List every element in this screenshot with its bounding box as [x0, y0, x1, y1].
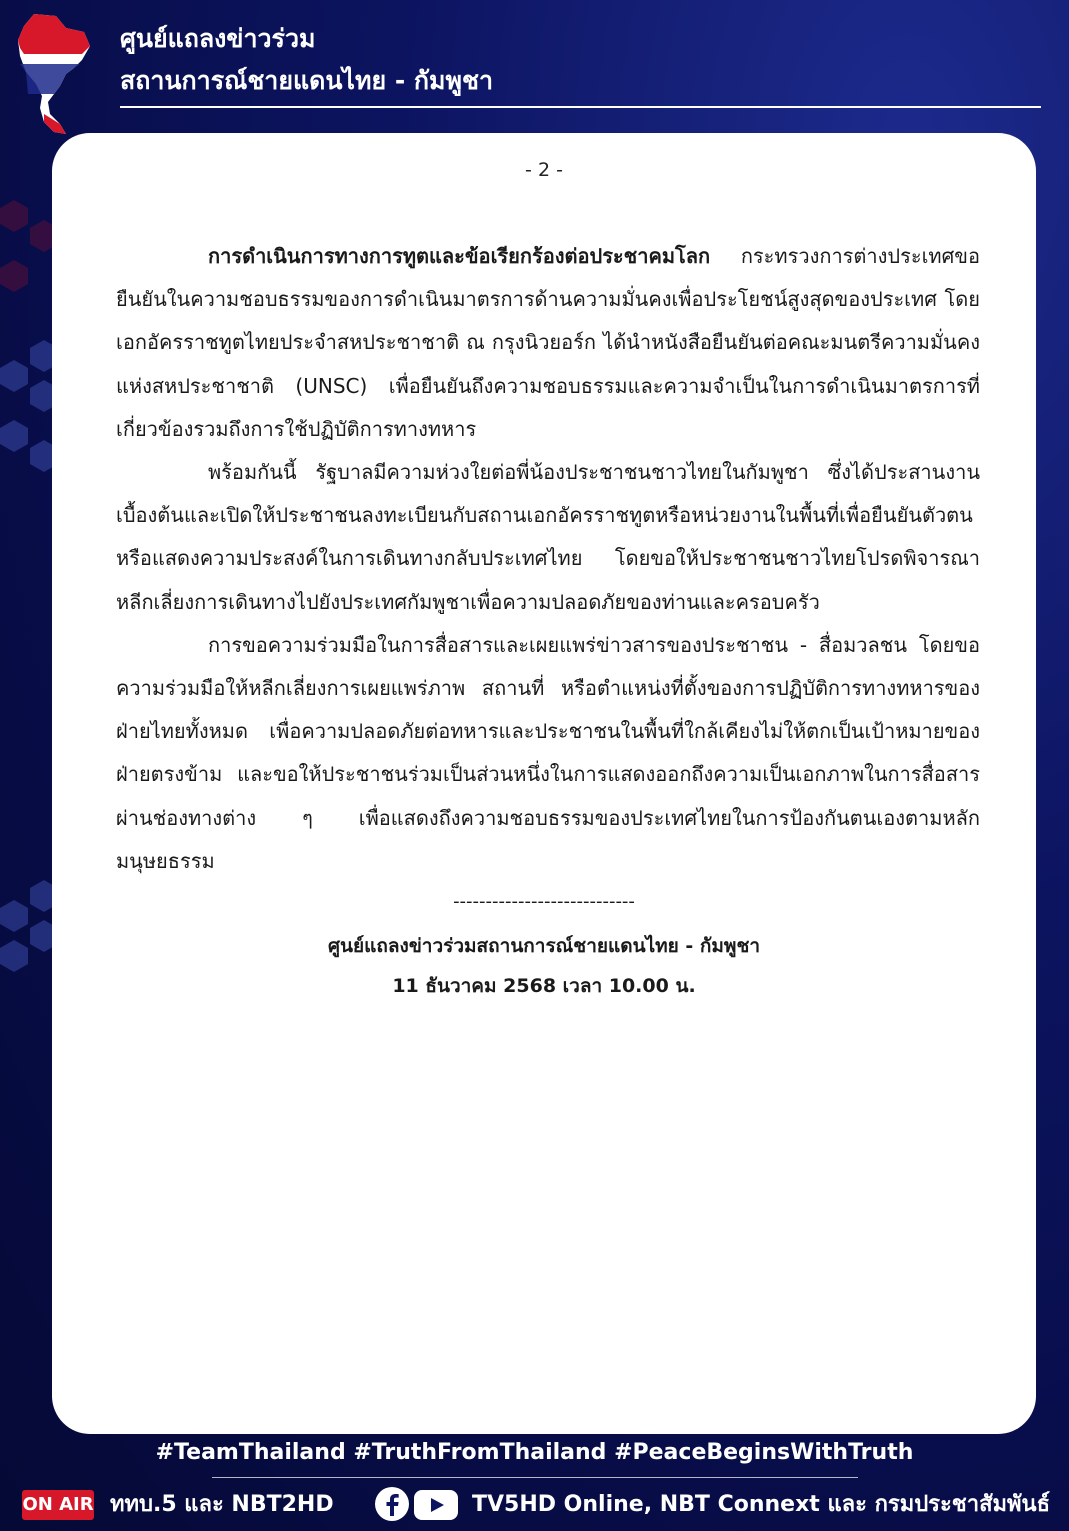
- document-page: [52, 133, 1036, 1434]
- thailand-map-logo: [14, 10, 96, 138]
- paragraph-lead-heading: การดำเนินการทางการทูตและข้อเรียกร้องต่อประชาคมโลก: [208, 244, 711, 268]
- on-air-badge: ON AIR: [22, 1490, 94, 1520]
- paragraph-text: กระทรวงการต่างประเทศขอยืนยันในความชอบธรรมของการดำเนินมาตรการด้านความมั่นคงเพื่อประโยชน์สูงสุดของประเทศ โดยเอกอัครราชทูตไทยประจำสหประชาชาติ ณ กรุงนิวยอร์ก ได้นำหนังสือยืนยันต่อคณะมนตรีความมั่นคงแห่งสหประชาชาติ (UNSC) เพื่อยืนยันถึงความชอบธรรมและความจำเป็นในการดำเนินมาตรการที่เกี่ยวข้องรวมถึงการใช้ปฏิบัติการทางทหาร: [116, 244, 980, 441]
- paragraph-text: การขอความร่วมมือในการสื่อสารและเผยแพร่ข่าวสารของประชาชน - สื่อมวลชน โดยขอความร่วมมือให้หลีกเลี่ยงการเผยแพร่ภาพ สถานที่ หรือตำแหน่งที่ตั้งของการปฏิบัติการทางทหารของฝ่ายไทยทั้งหมด เพื่อความปลอดภัยต่อทหารและประชาชนในพื้นที่ใกล้เคียงไม่ให้ตกเป็นเป้าหมายของฝ่ายตรงข้าม และขอให้ประชาชนร่วมเป็นส่วนหนึ่งในการแสดงออกถึงความเป็นเอกภาพในการสื่อสารผ่านช่องทางต่าง ๆ เพื่อแสดงถึงความชอบธรรมของประเทศไทยในการป้องกันตนเองตามหลักมนุษยธรรม: [116, 632, 980, 873]
- document-body: [116, 235, 980, 883]
- header-title: [120, 18, 493, 102]
- header-divider: [120, 106, 1041, 108]
- youtube-icon: [414, 1490, 458, 1520]
- paragraph-diplomacy: [116, 235, 980, 451]
- online-channels: TV5HD Online, NBT Connext และ กรมประชาสัมพันธ์: [472, 1492, 1050, 1517]
- footer-hashtags: #TeamThailand #TruthFromThailand #PeaceBeginsWithTruth: [155, 1440, 914, 1465]
- signature-date: 11 ธันวาคม 2568 เวลา 10.00 น.: [392, 975, 696, 997]
- tv-channels: ททบ.5 และ NBT2HD: [110, 1492, 334, 1517]
- paragraph-citizens: [116, 451, 980, 624]
- signature-organization: ศูนย์แถลงข่าวร่วมสถานการณ์ชายแดนไทย - กัมพูชา: [327, 935, 761, 957]
- page-number: - 2 -: [525, 159, 563, 181]
- paragraph-text: พร้อมกันนี้ รัฐบาลมีความห่วงใยต่อพี่น้องประชาชนชาวไทยในกัมพูชา ซึ่งได้ประสานงานเบื้องต้นและเปิดให้ประชาชนลงทะเบียนกับสถานเอกอัครราชทูตหรือหน่วยงานในพื้นที่เพื่อยืนยันตัวตนหรือแสดงความประสงค์ในการเดินทางกลับประเทศไทย โดยขอให้ประชาชนชาวไทยโปรดพิจารณาหลีกเลี่ยงการเดินทางไปยังประเทศกัมพูชาเพื่อความปลอดภัยของท่านและครอบครัว: [116, 460, 980, 614]
- header-title-line1: ศูนย์แถลงข่าวร่วม: [120, 24, 316, 53]
- signature-separator: ----------------------------: [453, 891, 635, 912]
- paragraph-communication: [116, 624, 980, 883]
- footer-divider: [212, 1477, 858, 1478]
- header-title-line2: สถานการณ์ชายแดนไทย - กัมพูชา: [120, 66, 493, 95]
- facebook-icon: [374, 1486, 410, 1522]
- hexagon-pattern-decoration: [0, 180, 60, 1080]
